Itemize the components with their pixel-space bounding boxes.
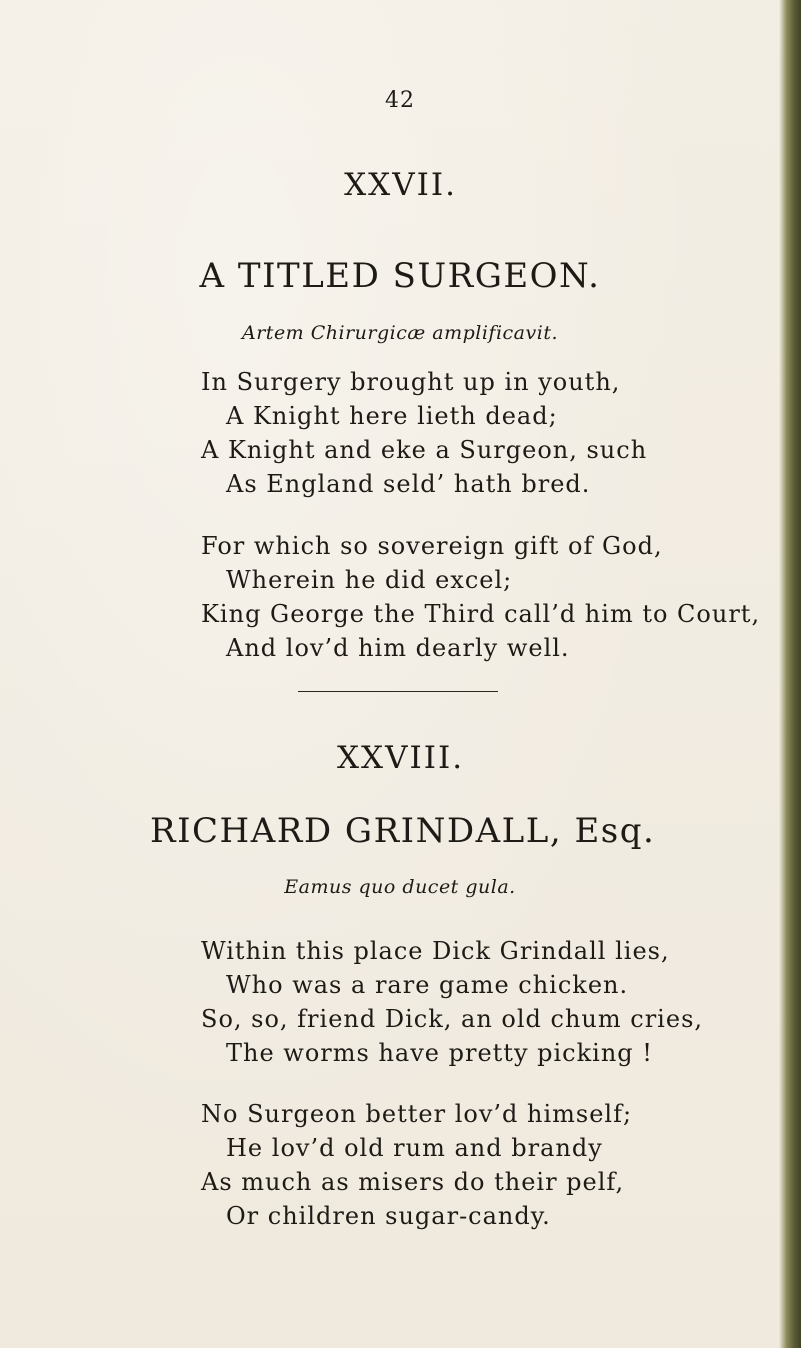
section-number-xxviii: XXVIII.: [336, 740, 465, 776]
verse-line: He lov’d old rum and brandy: [226, 1134, 603, 1162]
verse-line: So, so, friend Dick, an old chum cries,: [201, 1005, 704, 1033]
section-title-richard-grindall: RICHARD GRINDALL, Esq.: [150, 811, 656, 851]
verse-line: As England seld’ hath bred.: [226, 470, 591, 498]
section-title-titled-surgeon: A TITLED SURGEON.: [199, 256, 601, 296]
verse-line: Within this place Dick Grindall lies,: [201, 937, 670, 965]
verse-line: Wherein he did excel;: [226, 566, 513, 594]
verse-line: A Knight here lieth dead;: [226, 402, 558, 430]
verse-line: As much as misers do their pelf,: [201, 1168, 625, 1196]
verse-line: Who was a rare game chicken.: [226, 971, 629, 999]
verse-line: In Surgery brought up in youth,: [201, 368, 621, 396]
verse-line: No Surgeon better lov’d himself;: [201, 1100, 633, 1128]
verse-line: Or children sugar-candy.: [226, 1202, 551, 1230]
page-edge-shadow: [779, 0, 801, 1348]
verse-line: King George the Third call’d him to Court,: [201, 600, 761, 628]
motto-xxviii: Eamus quo ducet gula.: [284, 876, 516, 898]
verse-line: A Knight and eke a Surgeon, such: [201, 436, 648, 464]
verse-line: The worms have pretty picking !: [226, 1039, 653, 1067]
verse-line: For which so sovereign gift of God,: [201, 532, 663, 560]
section-number-xxvii: XXVII.: [344, 167, 457, 203]
page-number: 42: [385, 88, 415, 113]
motto-xxvii: Artem Chirurgicæ amplificavit.: [242, 322, 558, 344]
section-divider: [298, 691, 498, 692]
verse-line: And lov’d him dearly well.: [226, 634, 570, 662]
